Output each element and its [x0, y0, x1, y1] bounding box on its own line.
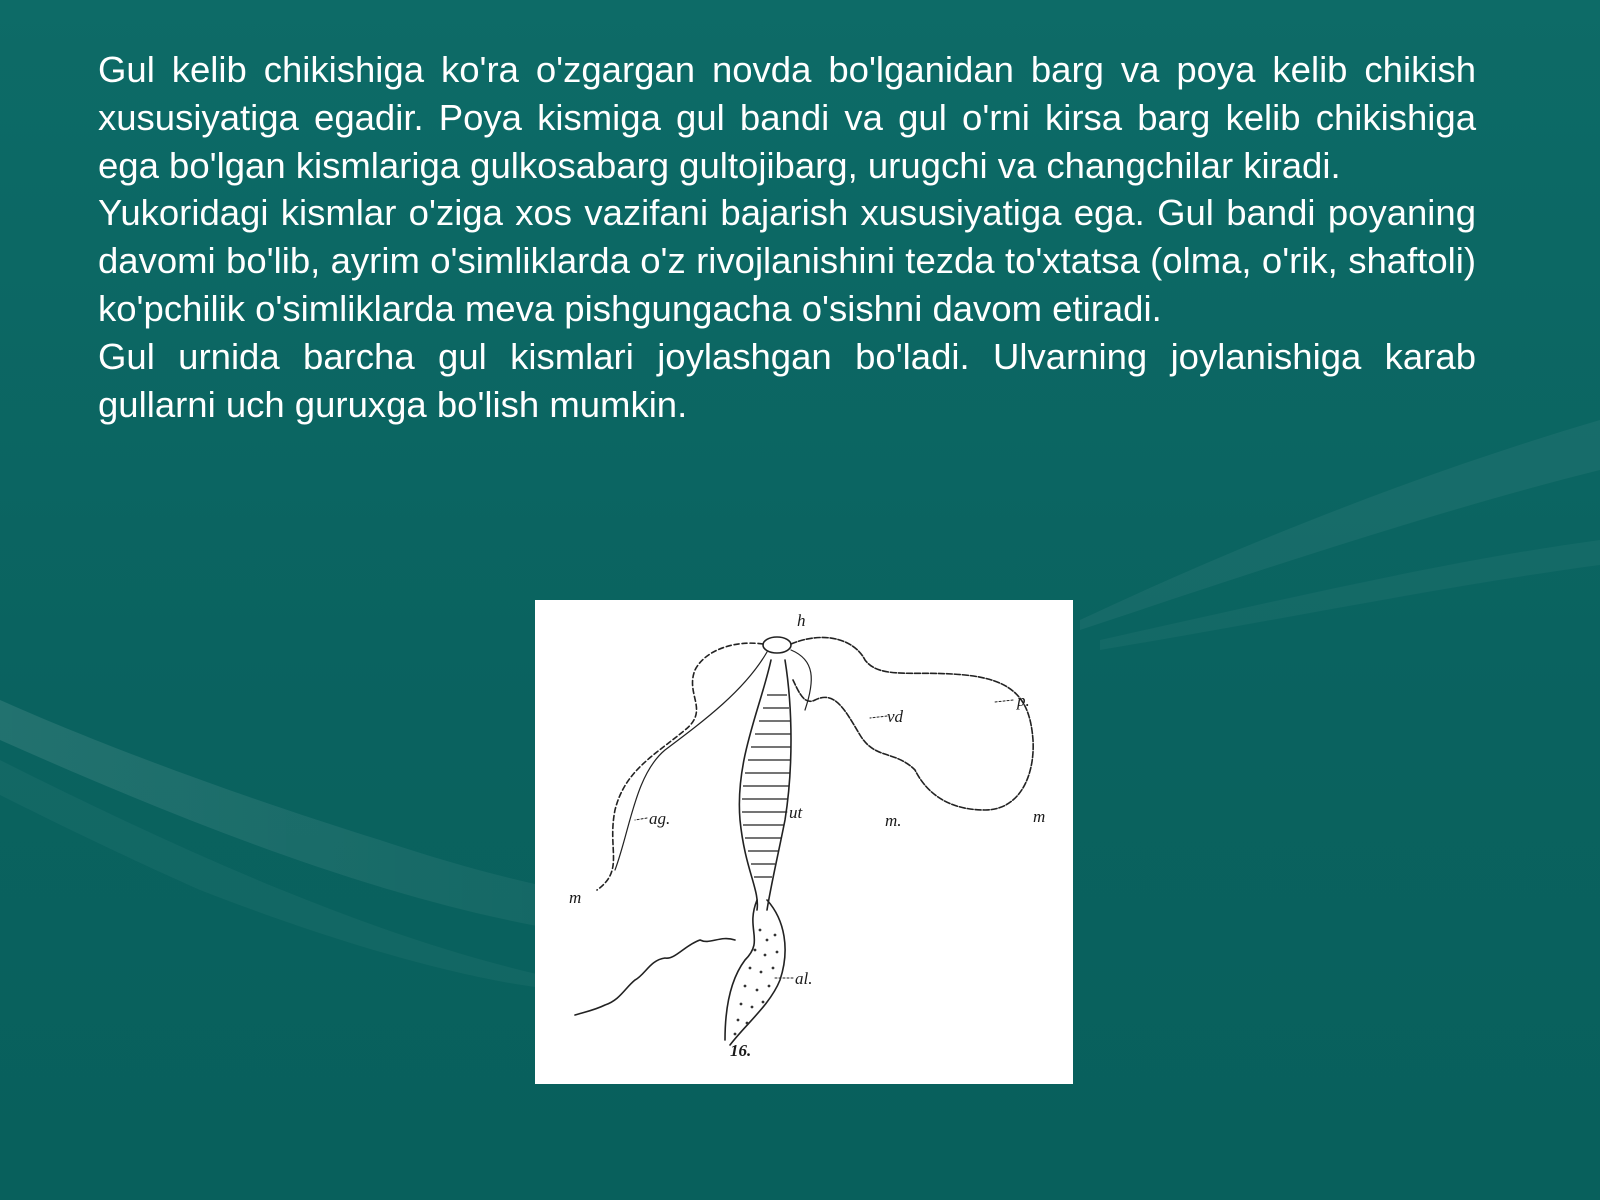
body-segments [742, 695, 791, 877]
wavy-tail [575, 939, 735, 1015]
lower-body-dots [734, 929, 779, 1036]
paragraph-2: Yukoridagi kismlar o'ziga xos vazifani bajarish xususiyatiga ega. Gul bandi poyaning davomi bo'lib, ayrim o'simliklarda o'z rivojlanishini tezda to'xtatsa (olma, o'rik, shaftoli) ko'pchilik o'simliklarda meva pishgungacha o'sishni davom etiradi. [98, 192, 1476, 329]
label-top: h [797, 611, 806, 630]
head-shape [763, 637, 791, 653]
label-vd: vd [887, 707, 904, 726]
body-right [767, 660, 791, 910]
right-strand [791, 637, 1033, 810]
label-ag: ag. [649, 809, 671, 828]
left-strand [597, 643, 763, 890]
label-m-left: m [569, 888, 582, 907]
paragraph-3: Gul urnida barcha gul kismlari joylashgan bo'ladi. Ulvarning joylanishiga karab gullarni uch guruxga bo'lish mumkin. [98, 335, 1476, 425]
label-ut: ut [789, 803, 803, 822]
label-al: al. [795, 969, 813, 988]
label-m-mid: m. [885, 811, 902, 830]
label-p: p. [1017, 691, 1030, 710]
label-m-right: m [1033, 807, 1046, 826]
illustration-drawing [535, 600, 1073, 1084]
body-left [739, 660, 771, 910]
body-text [98, 46, 1476, 428]
figure-number: 16. [730, 1041, 752, 1060]
paragraph-1: Gul kelib chikishiga ko'ra o'zgargan novda bo'lganidan barg va poya kelib chikish xususiyatiga egadir. Poya kismiga gul bandi va gul o'rni kirsa barg kelib chikishiga ega bo'lgan kismlariga gulkosabarg gultojibarg, urugchi va changchilar kiradi. [98, 49, 1476, 186]
botanical-illustration [535, 600, 1073, 1084]
